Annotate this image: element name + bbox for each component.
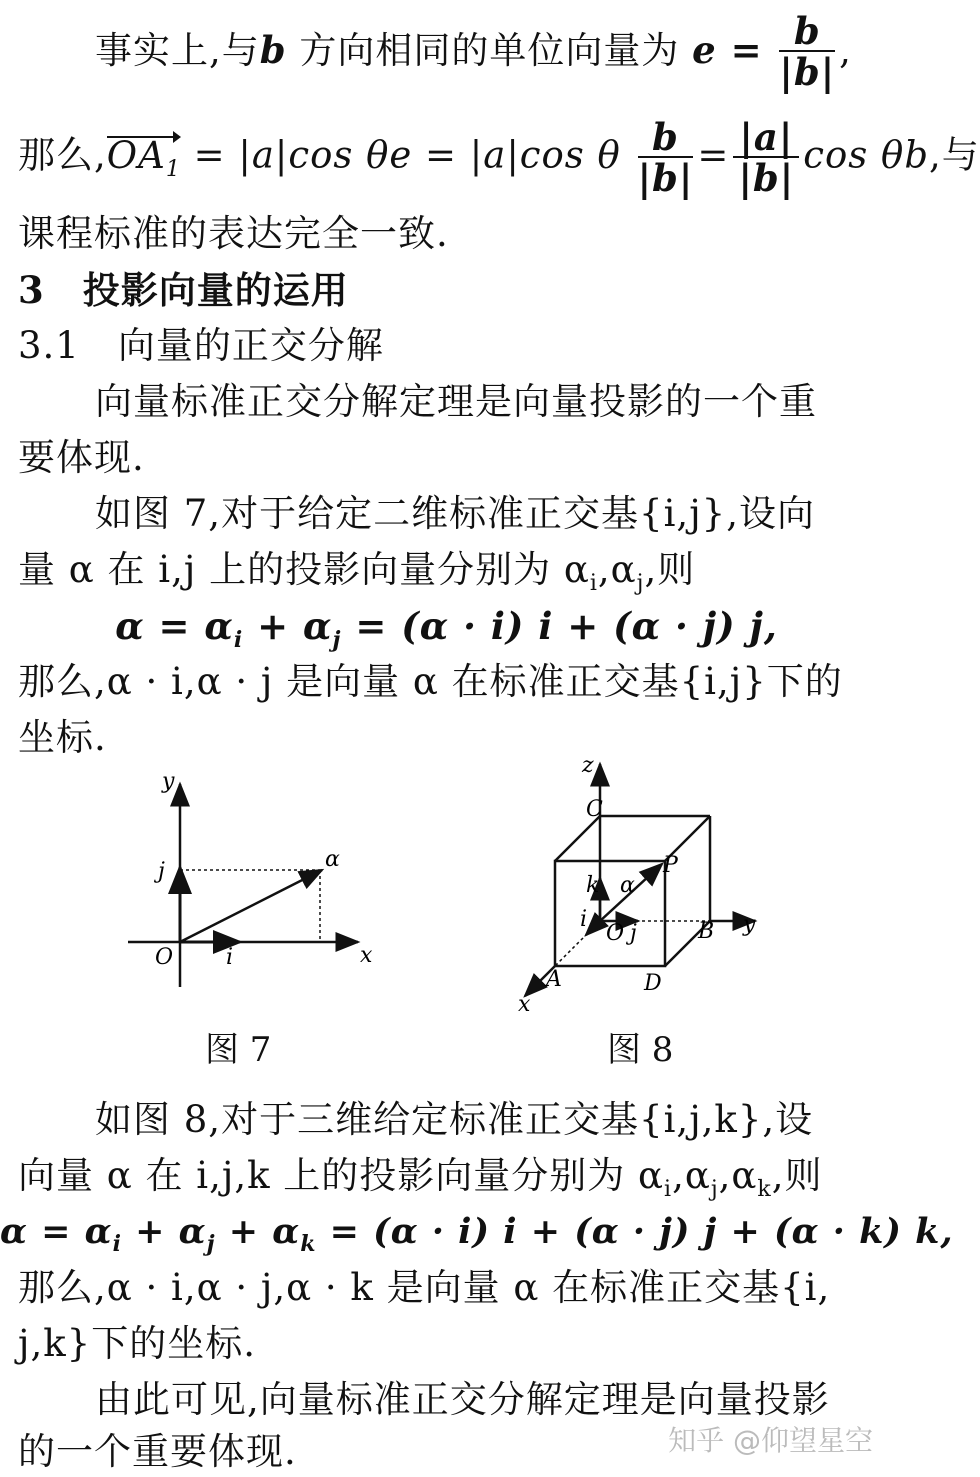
text: 方向相同的单位向量为 (299, 29, 680, 72)
subscript: j (636, 571, 645, 596)
section-heading-3: 3 投影向量的运用 (18, 268, 349, 312)
label-x: x (518, 992, 531, 1017)
label-k: k (586, 873, 600, 898)
watermark: 知乎 @仰望星空 (668, 1424, 873, 1457)
fraction-numerator: b (638, 118, 694, 158)
text: , (839, 29, 852, 72)
subscript: j (710, 1177, 719, 1202)
formula-part: = (α · i) i + (α · j) j, (341, 604, 778, 648)
para7-line1: 那么,α · i,α · j,α · k 是向量 α 在标准正交基{i, (18, 1266, 831, 1309)
para6-line1: 如图 8,对于三维给定标准正交基{i,j,k},设 (95, 1098, 814, 1141)
formula-part: + α (215, 1211, 301, 1252)
subscript: j (206, 1231, 216, 1257)
subscript: i (664, 1177, 673, 1202)
fraction-denominator: |b| (779, 50, 836, 94)
figure-8 (510, 753, 780, 1017)
label-p: P (663, 853, 678, 878)
label-o: O (155, 945, 174, 970)
cube-edge (555, 816, 600, 861)
equals: = (697, 133, 730, 177)
label-y: y (162, 769, 175, 794)
para4-line2 (18, 548, 695, 606)
label-j: j (158, 859, 165, 884)
vector-alpha (180, 870, 322, 942)
formula-2d (0, 604, 893, 662)
symbol-b: b (259, 28, 287, 72)
para3-line2: 要体现. (18, 436, 145, 479)
text: ,α (718, 1154, 758, 1197)
label-y: y (743, 912, 756, 937)
subscript: k (300, 1231, 317, 1257)
label-a: A (546, 967, 562, 992)
para8-line1: 由此可见,向量标准正交分解定理是向量投影 (95, 1378, 830, 1421)
para7-line2: j,k}下的坐标. (18, 1322, 256, 1365)
fraction-2 (733, 115, 799, 200)
text: 量 α 在 i,j 上的投影向量分别为 α (18, 548, 590, 591)
label-c: C (586, 797, 603, 822)
subscript: i (233, 627, 244, 653)
para2-line (18, 115, 980, 200)
text: ,则 (644, 548, 696, 591)
subscript: i (112, 1231, 122, 1257)
unit-vector-i (586, 921, 600, 935)
para2-line2: 课程标准的表达完全一致. (18, 212, 449, 255)
para6-line2 (18, 1154, 823, 1212)
label-b: B (698, 919, 715, 944)
fraction-unit-vector (779, 9, 836, 94)
para4-line1: 如图 7,对于给定二维标准正交基{i,j},设向 (95, 492, 815, 535)
subscript: 1 (165, 156, 181, 182)
text: 向量 α 在 i,j,k 上的投影向量分别为 α (18, 1154, 665, 1197)
symbol-e: e = (692, 28, 763, 72)
label-i: i (226, 945, 234, 970)
para5-line1: 那么,α · i,α · j 是向量 α 在标准正交基{i,j}下的 (18, 660, 843, 703)
text: ,与 (929, 133, 980, 177)
fraction-1 (637, 115, 694, 200)
figure-7 (120, 762, 390, 1002)
para1-line (95, 9, 852, 94)
label-d: D (644, 971, 662, 996)
fraction-numerator: b (779, 12, 835, 52)
text: ,α (672, 1154, 711, 1197)
label-alpha: α (325, 847, 340, 872)
figure-7-caption: 图 7 (205, 1030, 272, 1070)
equation-part: = |a|cos θe = |a|cos θ (193, 133, 621, 177)
section-heading-3-1: 3.1 向量的正交分解 (18, 324, 384, 367)
label-i: i (580, 907, 588, 932)
formula-part: α = α (115, 604, 234, 648)
label-alpha: α (620, 873, 635, 898)
subscript: k (757, 1177, 772, 1202)
formula-part: + α (121, 1211, 207, 1252)
text: 那么, (18, 133, 107, 177)
label-j: j (630, 921, 637, 946)
fraction-denominator: |b| (738, 156, 795, 200)
subscript: i (589, 571, 598, 596)
label-o: O (606, 921, 625, 946)
para3-line1: 向量标准正交分解定理是向量投影的一个重 (95, 380, 817, 423)
label-x: x (360, 943, 373, 968)
para5-line2: 坐标. (18, 716, 107, 759)
formula-3d (0, 1210, 954, 1266)
text: ,则 (771, 1154, 823, 1197)
para8-line2: 的一个重要体现. (18, 1430, 297, 1473)
formula-part: = (α · i) i + (α · j) j + (α · k) k, (316, 1211, 954, 1252)
figure-8-caption: 图 8 (607, 1030, 674, 1070)
formula-part: α = α (0, 1211, 113, 1252)
text: 事实上,与 (95, 29, 260, 72)
formula-part: + α (243, 604, 333, 648)
fraction-denominator: |b| (637, 156, 694, 200)
subscript: j (332, 627, 342, 653)
equation-part: cos θb (803, 133, 930, 177)
vector-label: OA (106, 133, 166, 177)
text: ,α (597, 548, 637, 591)
vector-OA1 (107, 134, 181, 192)
fraction-numerator: |a| (733, 118, 799, 158)
label-z: z (582, 753, 594, 778)
